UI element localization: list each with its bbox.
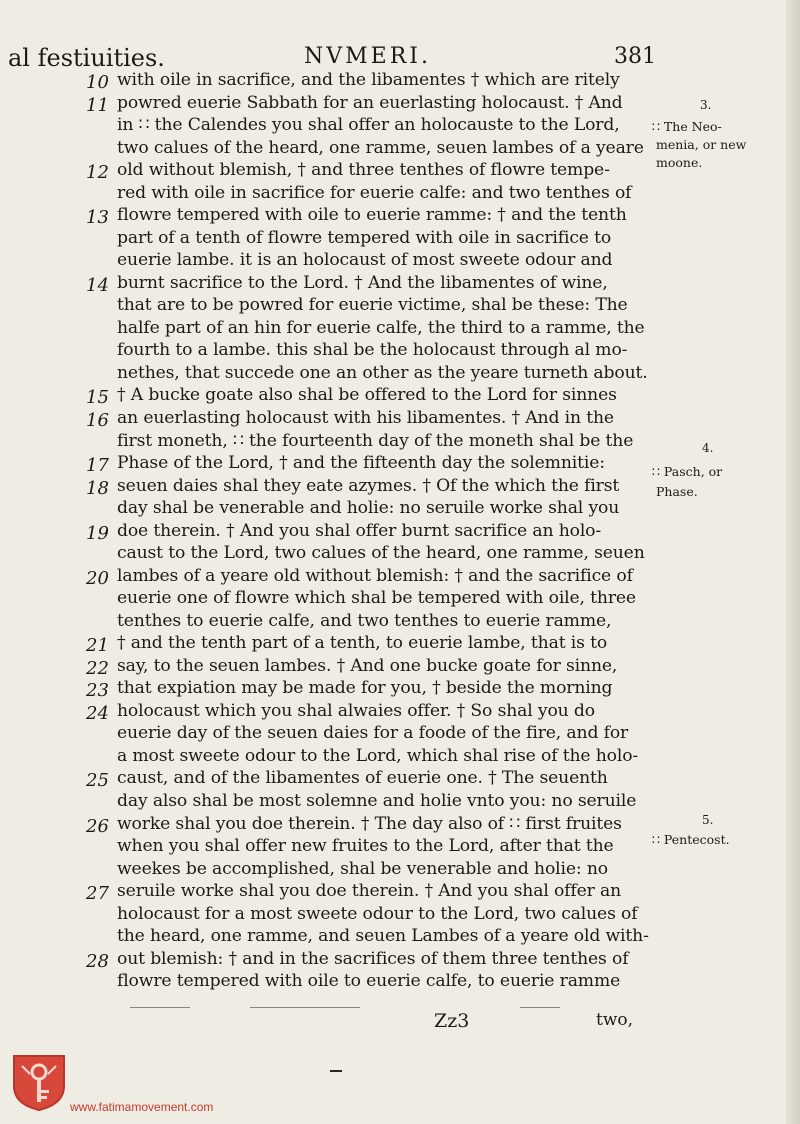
margin-note-line: ∷ Pasch, or xyxy=(652,464,723,479)
verse-number: 17 xyxy=(86,455,109,476)
website-credit: www.fatimamovement.com xyxy=(70,1100,214,1114)
line-text: worke shal you doe therein. † The day also of ∷ first fruites xyxy=(117,813,622,834)
line-text: burnt sacrifice to the Lord. † And the libamentes of wine, xyxy=(117,272,608,293)
line-text: holocaust for a most sweete odour to the Lord, two calues of xyxy=(117,903,638,924)
line-text: powred euerie Sabbath for an euerlasting holocaust. † And xyxy=(117,92,623,113)
line-text: flowre tempered with oile to euerie ramme: † and the tenth xyxy=(117,205,627,226)
verse-number: 24 xyxy=(86,702,109,724)
ink-mark xyxy=(330,1070,342,1072)
rule-mark xyxy=(130,1007,190,1008)
line-text: an euerlasting holocaust with his libamentes. † And in the xyxy=(117,408,614,428)
line-text: day also shal be most solemne and holie vnto you: no seruile xyxy=(117,791,637,811)
shield-logo-icon xyxy=(12,1054,66,1112)
line-text: euerie lambe. it is an holocaust of most sweete odour and xyxy=(117,250,613,271)
signature-mark: Zz3 xyxy=(434,1010,470,1032)
catchword: two, xyxy=(596,1010,634,1030)
margin-note-number: 3. xyxy=(700,98,712,112)
line-text: when you shal offer new fruites to the Lord, after that the xyxy=(117,836,614,856)
verse-number: 10 xyxy=(86,72,109,93)
verse-number: 19 xyxy=(86,522,109,544)
line-text: first moneth, ∷ the fourteenth day of the moneth shal be the xyxy=(117,430,634,451)
line-text: with oile in sacrifice, and the libamentes † which are ritely xyxy=(117,70,620,90)
line-text: flowre tempered with oile to euerie calfe, to euerie ramme xyxy=(117,971,621,992)
verse-number: 26 xyxy=(86,815,109,837)
line-text: fourth to a lambe. this shal be the holocaust through al mo- xyxy=(117,340,628,361)
line-text: old without blemish, † and three tenthes of flowre tempe- xyxy=(117,160,610,181)
header-left: al festiuities. xyxy=(8,44,165,72)
verse-number: 16 xyxy=(86,410,109,431)
page-number: 381 xyxy=(614,44,656,69)
margin-note-line: moone. xyxy=(656,155,703,170)
margin-note-line: menia, or new xyxy=(656,137,747,152)
verse-number: 25 xyxy=(86,770,109,792)
line-text: tenthes to euerie calfe, and two tenthes to euerie ramme, xyxy=(117,610,612,631)
margin-note-number: 5. xyxy=(702,813,714,827)
line-text: red with oile in sacrifice for euerie calfe: and two tenthes of xyxy=(117,182,632,203)
line-text: caust to the Lord, two calues of the heard, one ramme, seuen xyxy=(117,543,645,564)
line-text: nethes, that succede one an other as the yeare turneth about. xyxy=(117,362,648,383)
line-text: the heard, one ramme, and seuen Lambes of a yeare old with- xyxy=(117,926,649,947)
line-text: seuen daies shal they eate azymes. † Of the which the first xyxy=(117,475,620,496)
margin-note-line: Phase. xyxy=(656,484,698,499)
line-text: part of a tenth of flowre tempered with oile in sacrifice to xyxy=(117,227,612,248)
margin-note-number: 4. xyxy=(702,441,714,455)
rule-mark xyxy=(520,1007,560,1008)
verse-number: 15 xyxy=(86,387,109,409)
line-text: lambes of a yeare old without blemish: † and the sacrifice of xyxy=(117,565,633,586)
line-text: that are to be powred for euerie victime, shal be these: The xyxy=(117,295,628,316)
verse-number: 27 xyxy=(86,883,109,905)
verse-number: 18 xyxy=(86,477,109,499)
rule-mark xyxy=(250,1007,360,1008)
line-text: † and the tenth part of a tenth, to euerie lambe, that is to xyxy=(117,633,608,654)
verse-number: 21 xyxy=(86,635,109,657)
line-text: caust, and of the libamentes of euerie one. † The seuenth xyxy=(117,768,608,789)
verse-number: 22 xyxy=(86,657,109,679)
line-text: Phase of the Lord, † and the fifteenth day the solemnitie: xyxy=(117,453,605,473)
page-edge xyxy=(786,0,800,1124)
line-text: doe therein. † And you shal offer burnt sacrifice an holo- xyxy=(117,520,602,541)
verse-number: 13 xyxy=(86,207,109,229)
line-text: say, to the seuen lambes. † And one bucke goate for sinne, xyxy=(117,655,618,676)
line-text: halfe part of an hin for euerie calfe, the third to a ramme, the xyxy=(117,317,645,338)
verse-number: 28 xyxy=(86,950,109,972)
line-text: † A bucke goate also shal be offered to the Lord for sinnes xyxy=(117,385,617,406)
line-text: weekes be accomplished, shal be venerable and holie: no xyxy=(117,858,608,879)
verse-number: 20 xyxy=(86,567,109,589)
line-text: a most sweete odour to the Lord, which shal rise of the holo- xyxy=(117,745,639,766)
line-text: euerie day of the seuen daies for a foode of the fire, and for xyxy=(117,723,629,744)
line-text: out blemish: † and in the sacrifices of them three tenthes of xyxy=(117,948,629,969)
verse-number: 14 xyxy=(86,274,109,296)
line-text: in ∷ the Calendes you shal offer an holocauste to the Lord, xyxy=(117,115,620,136)
line-text: holocaust which you shal alwaies offer. † So shal you do xyxy=(117,700,595,721)
margin-note-line: ∷ The Neo- xyxy=(652,119,722,134)
line-text: seruile worke shal you doe therein. † And you shal offer an xyxy=(117,881,622,902)
verse-number: 12 xyxy=(86,162,109,184)
verse-number: 23 xyxy=(86,680,109,702)
header-title: NVMERI. xyxy=(304,44,431,69)
line-text: that expiation may be made for you, † beside the morning xyxy=(117,678,613,699)
line-text: day shal be venerable and holie: no seruile worke shal you xyxy=(117,498,620,519)
line-text: euerie one of flowre which shal be tempered with oile, three xyxy=(117,588,636,609)
verse-number: 11 xyxy=(86,94,109,116)
margin-note-line: ∷ Pentecost. xyxy=(652,832,730,847)
line-text: two calues of the heard, one ramme, seuen lambes of a yeare xyxy=(117,137,644,158)
